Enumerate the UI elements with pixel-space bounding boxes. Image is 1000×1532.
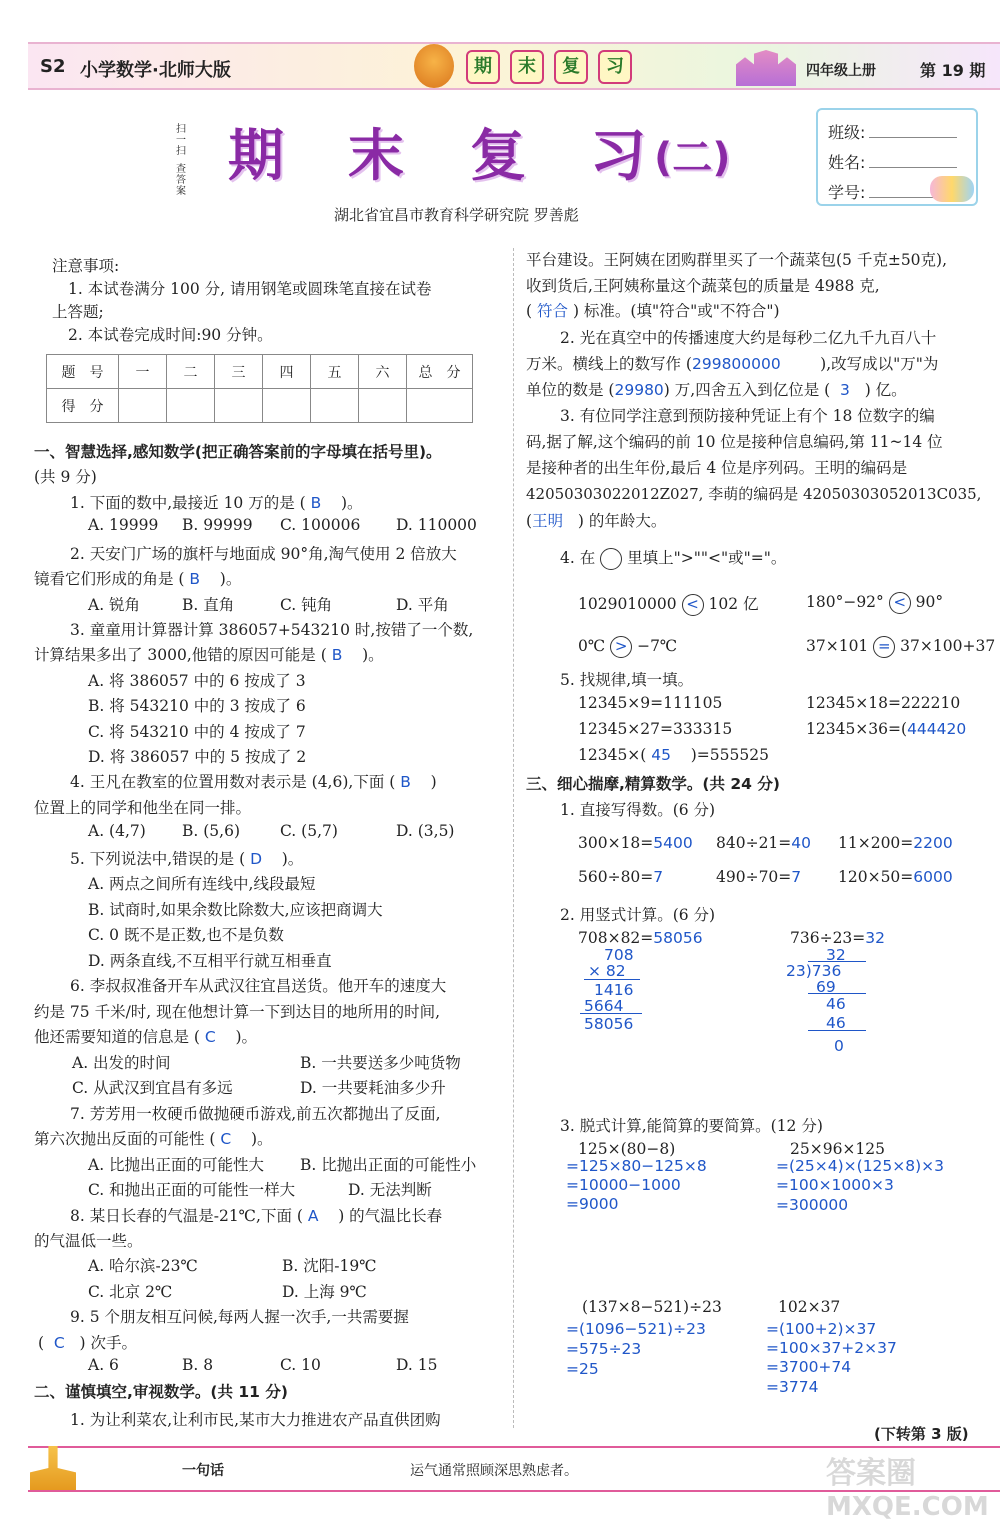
- issue-code: S2: [40, 56, 66, 77]
- s1-q8-line2: 的气温低一些。: [34, 1232, 143, 1250]
- s1-q9-opt-c: C. 10: [280, 1356, 321, 1374]
- badge-fu: 复: [554, 50, 588, 84]
- table-cell: 四: [263, 355, 311, 389]
- s1-q4-opt-d: D. (3,5): [396, 822, 455, 840]
- s2-q5: 5. 找规律,填一填。: [560, 671, 694, 689]
- notes-heading: 注意事项:: [52, 257, 120, 275]
- s2-q2-line3: 单位的数是 (29980) 万,四舍五入到亿位是 ( 3 ) 亿。: [526, 381, 907, 399]
- s1-q6-opt-d: D. 一共要耗油多少升: [300, 1079, 446, 1097]
- s1-q1-opt-b: B. 99999: [182, 516, 253, 534]
- issue-number: 第 19 期: [920, 61, 986, 80]
- table-cell: 得 分: [47, 389, 119, 423]
- badge-mo: 末: [510, 50, 544, 84]
- s1-q1-opt-a: A. 19999: [88, 516, 159, 534]
- table-row: [47, 355, 473, 389]
- s2-q4-prompt: 4. 在 里填上">""<"或"="。: [560, 546, 786, 570]
- s1-q2-opt-a: A. 锐角: [88, 596, 141, 614]
- s1-q8-line1: 8. 某日长春的气温是-21℃,下面 ( A ) 的气温比长春: [70, 1207, 443, 1225]
- s1-q5-opt-b: B. 试商时,如果余数比除数大,应该把商调大: [88, 901, 383, 919]
- author-line: 湖北省宜昌市教育科学研究院 罗善彪: [334, 206, 579, 224]
- ld-line: 23)736: [786, 962, 842, 980]
- s1-q6-opt-a: A. 出发的时间: [72, 1054, 171, 1072]
- score-cell[interactable]: [359, 389, 407, 423]
- s1-q3-line2: 计算结果多出了 3000,他错的原因可能是 ( B )。: [34, 646, 384, 664]
- title-char-1: 期: [228, 124, 284, 189]
- vm-line: × 82: [588, 962, 626, 980]
- notes-line-1: 1. 本试卷满分 100 分, 请用钢笔或圆珠笔直接在试卷: [68, 280, 432, 298]
- calc-1-step: =125×80−125×8: [566, 1157, 707, 1175]
- vm-line: 708: [604, 946, 634, 964]
- compare-answer[interactable]: =: [873, 636, 895, 658]
- calc-3-step: =575÷23: [566, 1340, 642, 1358]
- s2-q3-line4: 42050303022012Z027, 李萌的编码是 42050303052013C035,: [526, 485, 982, 503]
- s1-q3-line1: 3. 童童用计算器计算 386057+543210 时,按错了一个数,: [70, 621, 474, 639]
- s1-q4-opt-c: C. (5,7): [280, 822, 338, 840]
- footer-quote: 运气通常照顾深思熟虑者。: [410, 1463, 578, 1479]
- s3-q1: 1. 直接写得数。(6 分): [560, 801, 716, 819]
- s1-q9-line2: ( C ) 次手。: [38, 1334, 138, 1352]
- calc-2-step: =(25×4)×(125×8)×3: [776, 1157, 945, 1175]
- ld-line: 69: [816, 978, 836, 996]
- s1-q7-opt-a: A. 比抛出正面的可能性大: [88, 1156, 265, 1174]
- footer-label: 一句话: [182, 1463, 224, 1479]
- calc-3-step: =(1096−521)÷23: [566, 1320, 706, 1338]
- title-char-2: 末: [348, 124, 404, 189]
- s2-q2-line2: 万米。横线上的数写作 (299800000 ),改写成以"万"为: [526, 355, 939, 373]
- s1-q8-opt-d: D. 上海 9℃: [282, 1283, 367, 1301]
- score-cell[interactable]: [311, 389, 359, 423]
- calc-4-step: =(100+2)×37: [766, 1320, 877, 1338]
- s1-q4-opt-b: B. (5,6): [182, 822, 240, 840]
- score-cell[interactable]: [215, 389, 263, 423]
- compare-answer[interactable]: <: [889, 592, 911, 614]
- calc-3-q: (137×8−521)÷23: [582, 1298, 722, 1316]
- pattern-2: 12345×18=222210: [806, 694, 961, 712]
- watermark-logo: 答案圈: [826, 1456, 916, 1491]
- score-cell[interactable]: [119, 389, 167, 423]
- ld-rule: [808, 993, 866, 994]
- s1-q9-opt-a: A. 6: [88, 1356, 119, 1374]
- score-cell[interactable]: [407, 389, 473, 423]
- compare-item-2: 180°−92° < 90°: [806, 592, 943, 614]
- s1-q6-line3: 他还需要知道的信息是 ( C )。: [34, 1028, 258, 1046]
- vm-rule: [580, 1013, 642, 1014]
- compare-answer[interactable]: <: [682, 594, 704, 616]
- s1-q3-opt-a: A. 将 386057 中的 6 按成了 3: [88, 672, 306, 690]
- student-info-box: [816, 108, 978, 206]
- s1-q8-opt-c: C. 北京 2℃: [88, 1283, 173, 1301]
- s1-q8-opt-b: B. 沈阳-19℃: [282, 1257, 377, 1275]
- calc-2-step: =300000: [776, 1196, 849, 1214]
- score-cell[interactable]: [263, 389, 311, 423]
- table-cell: 题 号: [47, 355, 119, 389]
- s1-q1: 1. 下面的数中,最接近 10 万的是 ( B )。: [70, 494, 363, 512]
- notes-line-3: 2. 本试卷完成时间:90 分钟。: [68, 326, 273, 344]
- compare-item-1: 1029010000 < 102 亿: [578, 592, 759, 616]
- table-cell: 六: [359, 355, 407, 389]
- pattern-4: 12345×36=(444420: [806, 720, 967, 738]
- compare-answer[interactable]: >: [610, 636, 632, 658]
- pattern-3: 12345×27=333315: [578, 720, 733, 738]
- id-field[interactable]: 学号:: [828, 180, 957, 203]
- calc-2-step: =100×1000×3: [776, 1176, 894, 1194]
- class-field[interactable]: 班级:: [828, 120, 957, 143]
- pattern-1: 12345×9=111105: [578, 694, 723, 712]
- s1-q9-opt-b: B. 8: [182, 1356, 214, 1374]
- column-divider: [513, 248, 514, 1428]
- s1-q7-opt-d: D. 无法判断: [348, 1181, 432, 1199]
- s2-q3-line1: 3. 有位同学注意到预防接种凭证上有个 18 位数字的编: [560, 407, 935, 425]
- s1-q5-opt-d: D. 两条直线,不互相平行就互相垂直: [88, 952, 332, 970]
- table-cell: 二: [167, 355, 215, 389]
- calc-2-q: 25×96×125: [790, 1140, 886, 1158]
- s1-q7-opt-b: B. 比抛出正面的可能性小: [300, 1156, 477, 1174]
- vm-line: 1416: [594, 981, 634, 999]
- s1-q2-line2: 镜看它们形成的角是 ( B )。: [34, 570, 242, 588]
- table-row: [47, 389, 473, 423]
- s1-q6-opt-c: C. 从武汉到宜昌有多远: [72, 1079, 233, 1097]
- pattern-5: 12345×( 45 )=555525: [578, 746, 769, 764]
- oral-2: 840÷21=40: [716, 834, 812, 852]
- score-cell[interactable]: [167, 389, 215, 423]
- cartoon-icon: [930, 176, 974, 202]
- section1-points: (共 9 分): [34, 468, 97, 486]
- title-char-4: 习: [590, 124, 646, 189]
- s1-q4-opt-a: A. (4,7): [88, 822, 146, 840]
- s1-q2-opt-d: D. 平角: [396, 596, 449, 614]
- long-div-title: 736÷23=32: [790, 929, 886, 947]
- calc-1-q: 125×(80−8): [578, 1140, 676, 1158]
- s1-q7-line1: 7. 芳芳用一枚硬币做抛硬币游戏,前五次都抛出了反面,: [70, 1105, 441, 1123]
- ld-line: 46: [826, 995, 846, 1013]
- ld-rule: [808, 1030, 866, 1031]
- s1-q9-line1: 9. 5 个朋友相互问候,每两人握一次手,一共需要握: [70, 1308, 409, 1326]
- title-char-3: 复: [470, 124, 526, 189]
- s2-q1-line3: 收到货后,王阿姨称量这个蔬菜包的质量是 4988 克,: [526, 277, 880, 295]
- notes-line-2: 上答题;: [52, 303, 104, 321]
- calc-1-step: =10000−1000: [566, 1176, 681, 1194]
- section3-heading: 三、细心揣摩,精算数学。(共 24 分): [526, 775, 780, 793]
- badge-qi: 期: [466, 50, 500, 84]
- s2-q2-line1: 2. 光在真空中的传播速度大约是每秒二亿九千九百八十: [560, 329, 937, 347]
- s1-q2-opt-b: B. 直角: [182, 596, 235, 614]
- ld-line: 0: [834, 1037, 844, 1055]
- continue-note: (下转第 3 版): [874, 1425, 969, 1443]
- vm-rule: [584, 979, 640, 980]
- s2-q1-line4: ( 符合 ) 标准。(填"符合"或"不符合"): [526, 302, 780, 320]
- blank-circle-icon: [600, 548, 622, 570]
- s1-q6-line1: 6. 李叔叔准备开车从武汉往宜昌送货。他开车的速度大: [70, 977, 447, 995]
- calc-4-step: =3774: [766, 1378, 819, 1396]
- calc-3-step: =25: [566, 1360, 599, 1378]
- oral-1: 300×18=5400: [578, 834, 693, 852]
- vm-line: 58056: [584, 1015, 634, 1033]
- scan-note: 扫一扫: [176, 124, 186, 157]
- ld-line: 32: [826, 946, 846, 964]
- s3-q2: 2. 用竖式计算。(6 分): [560, 906, 716, 924]
- s1-q5-opt-a: A. 两点之间所有连线中,线段最短: [88, 875, 316, 893]
- s1-q3-opt-d: D. 将 386057 中的 5 按成了 2: [88, 748, 307, 766]
- subject-label: 小学数学·北师大版: [80, 60, 231, 81]
- name-field[interactable]: 姓名:: [828, 150, 957, 173]
- table-cell: 总 分: [407, 355, 473, 389]
- s1-q5: 5. 下列说法中,错误的是 ( D )。: [70, 850, 304, 868]
- s2-q3-line5: (王明 ) 的年龄大。: [526, 512, 667, 530]
- grade-label: 四年级上册: [806, 63, 876, 79]
- s2-q1-line1: 1. 为让利菜农,让利市民,某市大力推进农产品直供团购: [70, 1411, 441, 1429]
- vertical-mult-title: 708×82=58056: [578, 929, 703, 947]
- s1-q1-opt-d: D. 110000: [396, 516, 477, 534]
- s1-q7-line2: 第六次抛出反面的可能性 ( C )。: [34, 1130, 273, 1148]
- section1-heading: 一、智慧选择,感知数学(把正确答案前的字母填在括号里)。: [34, 443, 442, 461]
- section2-heading: 二、谨慎填空,审视数学。(共 11 分): [34, 1383, 288, 1401]
- calc-4-q: 102×37: [778, 1298, 841, 1316]
- badge-xi: 习: [598, 50, 632, 84]
- s1-q6-opt-b: B. 一共要送多少吨货物: [300, 1054, 461, 1072]
- oral-3: 11×200=2200: [838, 834, 953, 852]
- s1-q6-line2: 约是 75 千米/时, 现在他想计算一下到达目的地所用的时间,: [34, 1003, 441, 1021]
- compare-item-4: 37×101 = 37×100+37: [806, 636, 995, 658]
- s1-q1-opt-c: C. 100006: [280, 516, 361, 534]
- compare-item-3: 0℃ > −7℃: [578, 636, 677, 658]
- table-cell: 五: [311, 355, 359, 389]
- s1-q4-line1: 4. 王凡在教室的位置用数对表示是 (4,6),下面 ( B ): [70, 773, 437, 791]
- ld-line: 46: [826, 1014, 846, 1032]
- s1-q3-opt-c: C. 将 543210 中的 4 按成了 7: [88, 723, 306, 741]
- s1-q5-opt-c: C. 0 既不是正数,也不是负数: [88, 926, 284, 944]
- oral-4: 560÷80=7: [578, 868, 664, 886]
- calc-4-step: =3700+74: [766, 1358, 852, 1376]
- s1-q2-opt-c: C. 钝角: [280, 596, 333, 614]
- s3-q3: 3. 脱式计算,能简算的要简算。(12 分): [560, 1117, 823, 1135]
- vm-line: 5664: [584, 997, 624, 1015]
- s1-q8-opt-a: A. 哈尔滨-23℃: [88, 1257, 198, 1275]
- answer-note: 查答案: [176, 164, 186, 197]
- s1-q3-opt-b: B. 将 543210 中的 3 按成了 6: [88, 697, 306, 715]
- s1-q9-opt-d: D. 15: [396, 1356, 438, 1374]
- s1-q2-line1: 2. 天安门广场的旗杆与地面成 90°角,淘气使用 2 倍放大: [70, 545, 457, 563]
- title-suffix: (二): [654, 135, 731, 181]
- calc-1-step: =9000: [566, 1195, 619, 1213]
- oral-5: 490÷70=7: [716, 868, 802, 886]
- table-cell: 三: [215, 355, 263, 389]
- s2-q1-line2: 平台建设。王阿姨在团购群里买了一个蔬菜包(5 千克±50克),: [526, 251, 948, 269]
- watermark-url: MXQE.COM: [826, 1492, 989, 1522]
- oral-6: 120×50=6000: [838, 868, 953, 886]
- mascot-icon: [414, 44, 454, 88]
- table-cell: 一: [119, 355, 167, 389]
- s2-q3-line3: 是接种者的出生年份,最后 4 位是序列码。王明的编码是: [526, 459, 908, 477]
- s2-q3-line2: 码,据了解,这个编码的前 10 位是接种信息编码,第 11~14 位: [526, 433, 943, 451]
- s1-q7-opt-c: C. 和抛出正面的可能性一样大: [88, 1181, 296, 1199]
- calc-4-step: =100×37+2×37: [766, 1339, 897, 1357]
- score-table: [46, 354, 473, 423]
- s1-q4-line2: 位置上的同学和他坐在同一排。: [34, 799, 252, 817]
